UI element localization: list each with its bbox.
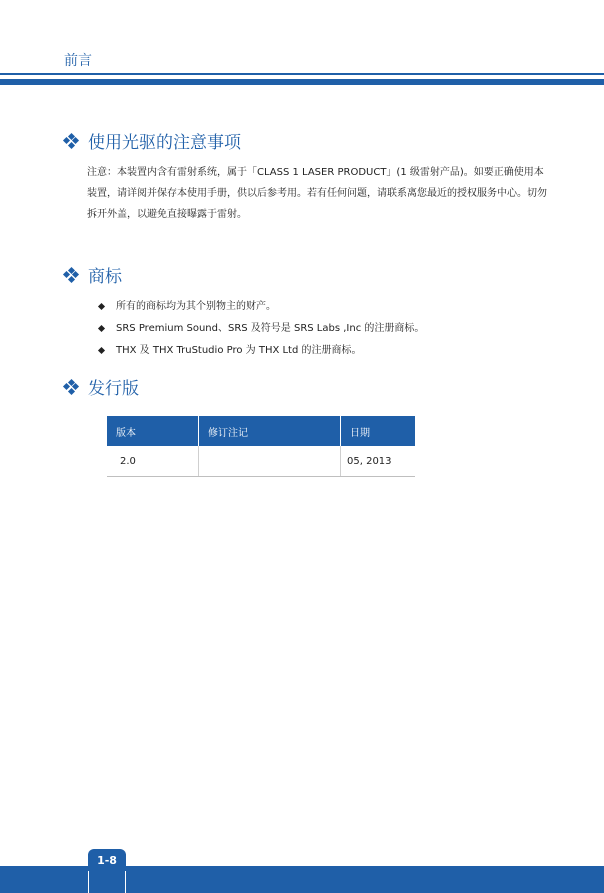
column-header-version: 版本 <box>107 416 199 446</box>
list-item <box>99 296 424 318</box>
revision-table <box>107 416 415 477</box>
column-header-notes: 修订注记 <box>199 416 341 446</box>
list-item-text: 所有的商标均为其个别物主的财产。 <box>116 301 276 312</box>
section-heading-text: 使用光驱的注意事项 <box>88 133 241 153</box>
bullet-icon <box>98 347 105 354</box>
list-item-text: THX 及 THX TruStudio Pro 为 THX Ltd 的注册商标。 <box>116 345 362 356</box>
diamond-bullet-icon <box>64 134 78 148</box>
header-band <box>0 79 604 85</box>
header-divider <box>0 73 604 75</box>
table-row <box>107 446 415 477</box>
bullet-icon <box>98 325 105 332</box>
section-heading-text: 商标 <box>88 267 122 287</box>
trademark-list <box>99 296 424 362</box>
section-heading-trademarks <box>64 262 122 287</box>
diamond-bullet-icon <box>64 268 78 282</box>
section-heading-text: 发行版 <box>88 379 139 399</box>
section-heading-optical-drive <box>64 128 241 153</box>
page-header-title: 前言 <box>64 53 92 69</box>
section-heading-revision <box>64 374 139 399</box>
diamond-bullet-icon <box>64 380 78 394</box>
list-item-text: SRS Premium Sound、SRS 及符号是 SRS Labs ,Inc 的注册商标。 <box>116 323 425 334</box>
list-item <box>99 318 424 340</box>
page-number: 1-8 <box>88 849 126 871</box>
cell-date: 05, 2013 <box>341 446 416 477</box>
table-header-row <box>107 416 415 446</box>
cell-notes <box>199 446 341 477</box>
laser-notice-paragraph: 注意：本装置内含有雷射系统，属于「CLASS 1 LASER PRODUCT」(1 级雷射产品)。如要正确使用本装置，请详阅并保存本使用手册，供以后参考用。若有任何问题，请联系离您最近的授权服务中心。切勿拆开外盖，以避免直接曝露于雷射。 <box>87 167 547 220</box>
cell-version: 2.0 <box>107 446 199 477</box>
list-item <box>99 340 424 362</box>
column-header-date: 日期 <box>341 416 416 446</box>
bullet-icon <box>98 303 105 310</box>
